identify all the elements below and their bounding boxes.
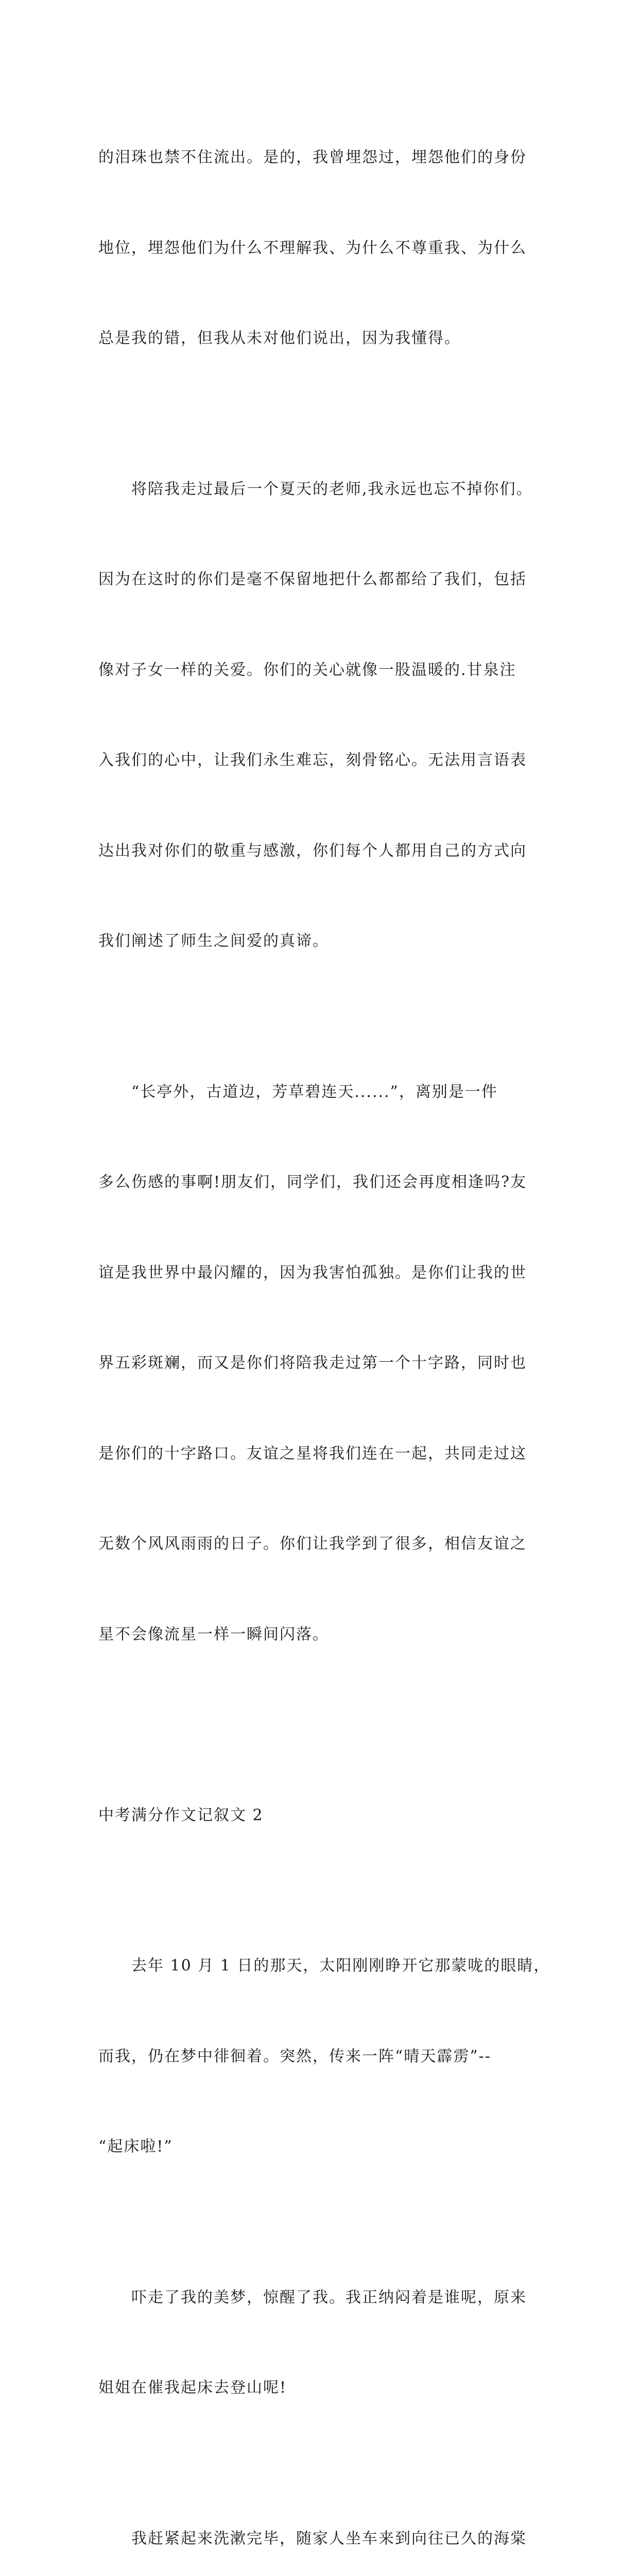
text-line: 界五彩斑斓，而又是你们将陪我走过第一个十字路，同时也 xyxy=(98,1348,546,1379)
text-line: 多么伤感的事啊!朋友们，同学们，我们还会再度相逢吗?友 xyxy=(98,1167,546,1198)
document-page xyxy=(0,0,639,904)
text-line: “起床啦!” xyxy=(98,2132,546,2162)
heading-text: 中考满分作文记叙文 2 xyxy=(98,1801,546,1831)
document-body xyxy=(98,82,546,2576)
text-line: 我赶紧起来洗漱完毕，随家人坐车来到向往已久的海棠 xyxy=(98,2524,546,2554)
text-line: 像对子女一样的关爱。你们的关心就像一股温暖的.甘泉注 xyxy=(98,655,546,686)
paragraph xyxy=(98,414,546,1017)
text-line: 吓走了我的美梦，惊醒了我。我正纳闷着是谁呢，原来 xyxy=(98,2283,546,2313)
section-heading xyxy=(98,1740,546,1891)
text-line: 姐姐在催我起床去登山呢! xyxy=(98,2373,546,2403)
paragraph xyxy=(98,2464,546,2576)
text-line: 将陪我走过最后一个夏天的老师,我永远也忘不掉你们。 xyxy=(98,474,546,505)
paragraph xyxy=(98,82,546,414)
text-line: 无数个风风雨雨的日子。你们让我学到了很多，相信友谊之 xyxy=(98,1529,546,1560)
text-line: 我们阐述了师生之间爱的真谛。 xyxy=(98,926,546,957)
text-line: 入我们的心中，让我们永生难忘，刻骨铭心。无法用言语表 xyxy=(98,745,546,776)
text-line: 去年 10 月 1 日的那天，太阳刚刚睁开它那蒙咙的眼睛， xyxy=(98,1951,546,1981)
paragraph xyxy=(98,2223,546,2464)
paragraph xyxy=(98,1891,546,2223)
text-line: 总是我的错，但我从未对他们说出，因为我懂得。 xyxy=(98,324,546,354)
text-line: 达出我对你们的敬重与感激，你们每个人都用自己的方式向 xyxy=(98,836,546,867)
text-line: 是你们的十字路口。友谊之星将我们连在一起，共同走过这 xyxy=(98,1439,546,1469)
text-line: 因为在这时的你们是毫不保留地把什么都都给了我们，包括 xyxy=(98,565,546,595)
text-line: 地位，埋怨他们为什么不理解我、为什么不尊重我、为什么 xyxy=(98,233,546,264)
text-line: 的泪珠也禁不住流出。是的，我曾埋怨过，埋怨他们的身份 xyxy=(98,143,546,173)
text-line: 谊是我世界中最闪耀的，因为我害怕孤独。是你们让我的世 xyxy=(98,1258,546,1289)
text-line: 星不会像流星一样一瞬间闪落。 xyxy=(98,1620,546,1650)
paragraph xyxy=(98,1017,546,1710)
text-line: “长亭外，古道边，芳草碧连天......”，离别是一件 xyxy=(98,1077,546,1108)
text-line: 而我，仍在梦中徘徊着。突然，传来一阵“晴天霹雳”-- xyxy=(98,2042,546,2072)
